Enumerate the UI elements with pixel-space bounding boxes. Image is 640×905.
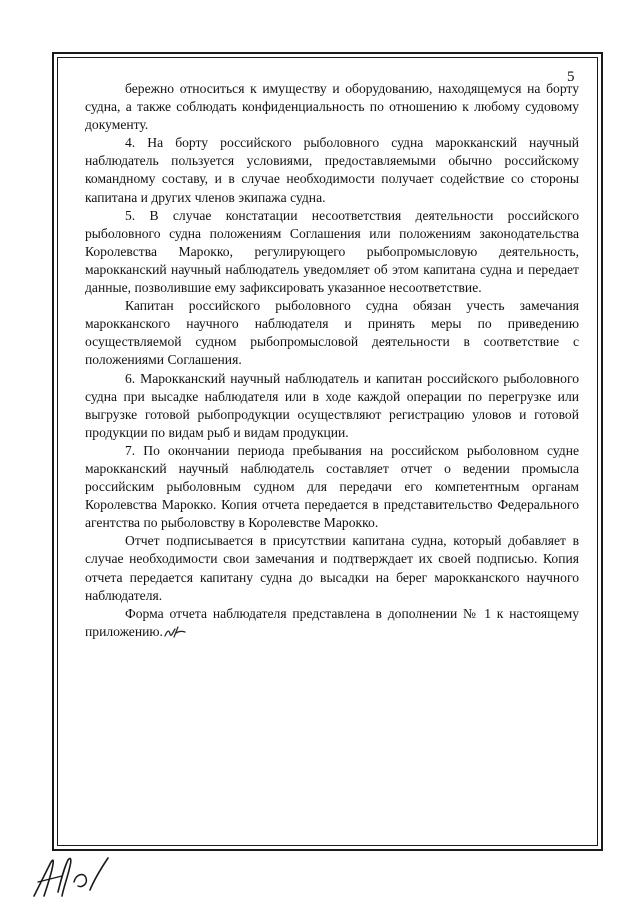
paragraph-item-4: 4. На борту российского рыболовного судна марокканский научный наблюдатель пользуется условиями, предоставляемыми обычно российскому командному составу, и в случае необходимости получает содействие со стороны капитана и других членов экипажа судна.	[85, 135, 579, 205]
paragraph-report-form-text: Форма отчета наблюдателя представлена в дополнении № 1 к настоящему приложению.	[85, 605, 579, 639]
page-number: 5	[567, 69, 575, 85]
document-body	[85, 80, 579, 641]
initials-mark-icon	[164, 625, 186, 639]
paragraph-continuation: бережно относиться к имуществу и оборудованию, находящемуся на борту судна, а также соблюдать конфиденциальность по отношению к любому судовому документу.	[85, 81, 579, 133]
paragraph-report-signing: Отчет подписывается в присутствии капитана судна, который добавляет в случае необходимости свои замечания и подтверждает их своей подписью. Копия отчета передается капитану судна до высадки на берег марокканского научного наблюдателя.	[85, 533, 579, 603]
paragraph-item-6: 6. Марокканский научный наблюдатель и капитан российского рыболовного судна при высадке наблюдателя или в ходе каждой операции по перегрузке или выгрузке готовой рыбопродукции осуществляют регистрацию уловов и готовой продукции по видам рыб и видам продукции.	[85, 370, 579, 440]
paragraph-item-7: 7. По окончании периода пребывания на российском рыболовном судне марокканский научный наблюдатель составляет отчет о ведении промысла российским рыболовным судном для передачи его компетентным органам Королевства Марокко. Копия отчета передается в представительство Федерального агентства по рыболовству в Королевстве Марокко.	[85, 442, 579, 531]
paragraph-item-5: 5. В случае констатации несоответствия деятельности российского рыболовного судна положениям Соглашения или положениям законодательства Королевства Марокко, регулирующего рыбопромысловую деятельность, марокканский научный наблюдатель уведомляет об этом капитана судна и передает данные, позволившие ему зафиксировать указанное несоответствие.	[85, 207, 579, 296]
paragraph-report-form	[85, 605, 579, 641]
paragraph-captain-obligation: Капитан российского рыболовного судна обязан учесть замечания марокканского научного наблюдателя и принять меры по приведению осуществляемой судном рыбопромысловой деятельности в соответствие с положениями Соглашения.	[85, 298, 579, 368]
handwritten-signature-icon	[28, 852, 124, 902]
